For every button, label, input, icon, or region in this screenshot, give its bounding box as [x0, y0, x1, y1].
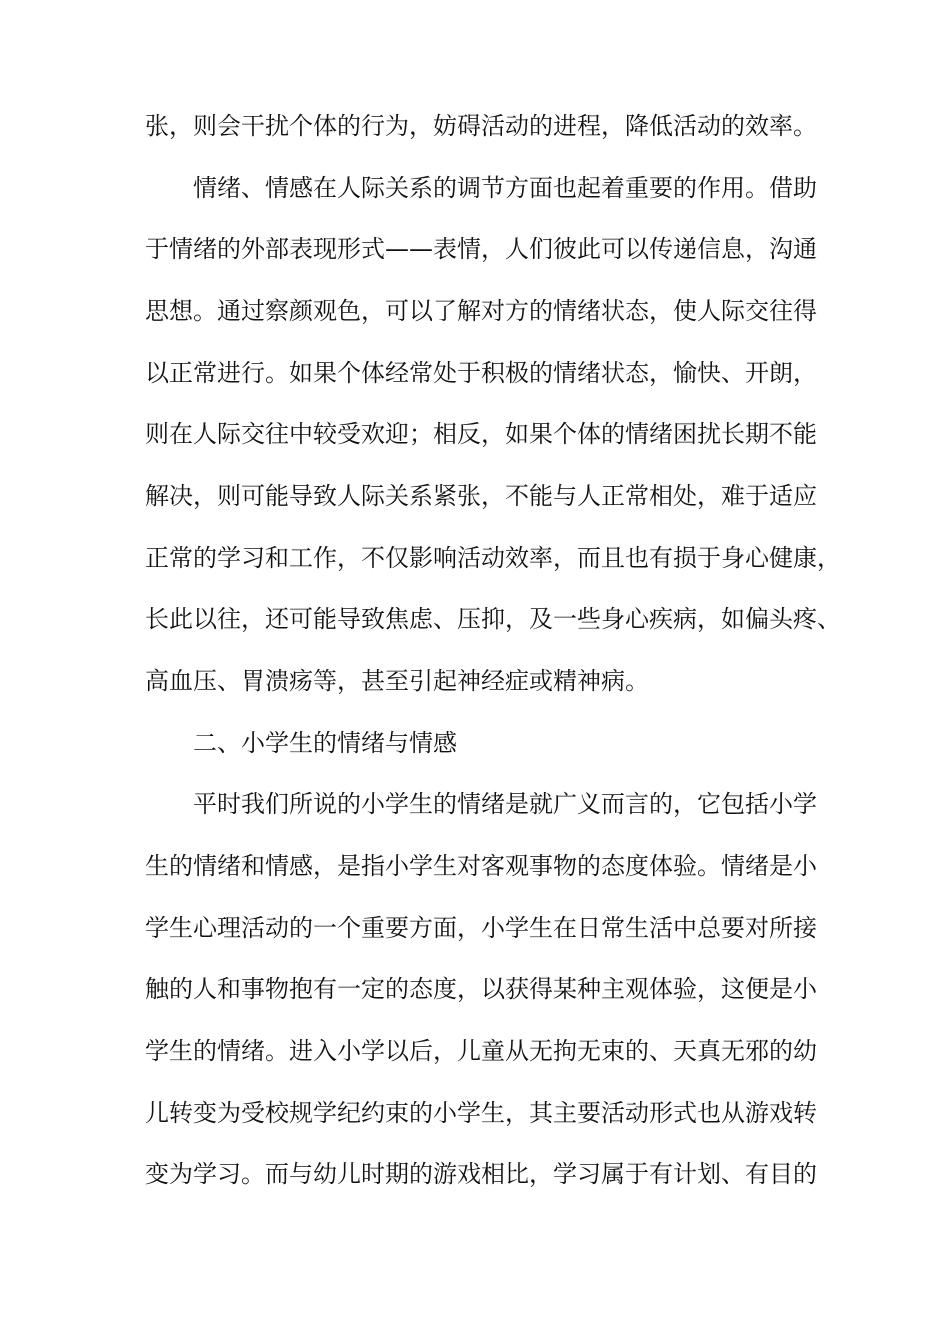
text-line: 以正常进行。如果个体经常处于积极的情绪状态，愉快、开朗， [145, 359, 817, 387]
text-line: 变为学习。而与幼儿时期的游戏相比，学习属于有计划、有目的 [145, 1160, 817, 1188]
text-line: 正常的学习和工作，不仅影响活动效率，而且也有损于身心健康， [145, 544, 841, 572]
text-line: 长此以往，还可能导致焦虑、压抑，及一些身心疾病，如偏头疼、 [145, 605, 841, 633]
section-heading: 二、小学生的情绪与情感 [193, 729, 457, 757]
text-line: 解决，则可能导致人际关系紧张，不能与人正常相处，难于适应 [145, 482, 817, 510]
text-line: 生的情绪和情感，是指小学生对客观事物的态度体验。情绪是小 [145, 852, 817, 880]
text-line: 则在人际交往中较受欢迎；相反，如果个体的情绪困扰长期不能 [145, 420, 817, 448]
paragraph-first-line: 情绪、情感在人际关系的调节方面也起着重要的作用。借助 [193, 174, 817, 202]
text-line: 张，则会干扰个体的行为，妨碍活动的进程，降低活动的效率。 [145, 112, 817, 140]
text-line: 学生心理活动的一个重要方面，小学生在日常生活中总要对所接 [145, 914, 817, 942]
text-line: 儿转变为受校规学纪约束的小学生，其主要活动形式也从游戏转 [145, 1099, 817, 1127]
text-line: 触的人和事物抱有一定的态度，以获得某种主观体验，这便是小 [145, 975, 817, 1003]
text-line: 思想。通过察颜观色，可以了解对方的情绪状态，使人际交往得 [145, 297, 817, 325]
text-line: 学生的情绪。进入小学以后，儿童从无拘无束的、天真无邪的幼 [145, 1037, 817, 1065]
text-line: 高血压、胃溃疡等，甚至引起神经症或精神病。 [145, 667, 649, 695]
text-line: 于情绪的外部表现形式——表情，人们彼此可以传递信息，沟通 [145, 235, 817, 263]
paragraph-first-line: 平时我们所说的小学生的情绪是就广义而言的，它包括小学 [193, 790, 817, 818]
